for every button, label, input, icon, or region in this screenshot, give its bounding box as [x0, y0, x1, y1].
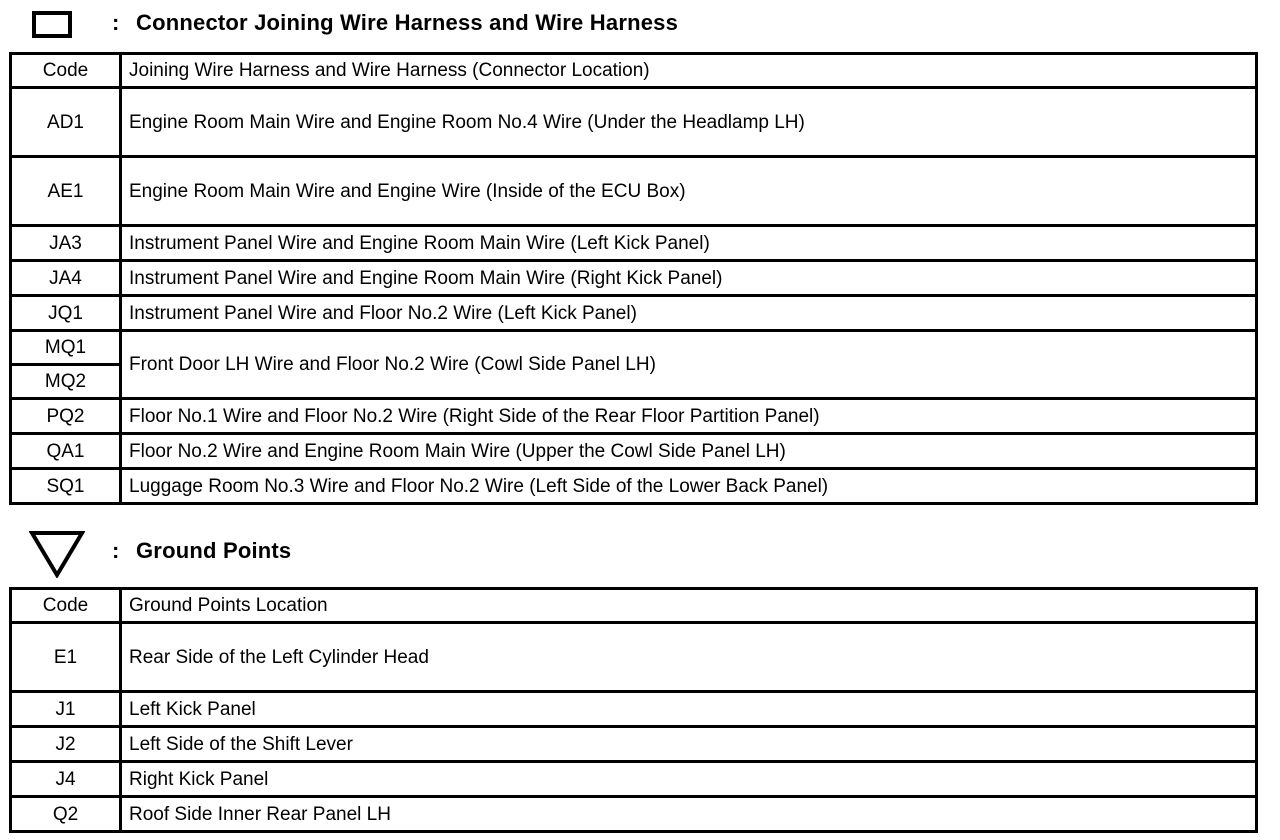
ground-heading-colon: :: [112, 538, 120, 563]
ground-code: J4: [11, 762, 121, 797]
connector-location: Instrument Panel Wire and Engine Room Main Wire (Left Kick Panel): [121, 226, 1257, 261]
connector-code: AD1: [11, 88, 121, 157]
ground-location: Right Kick Panel: [121, 762, 1257, 797]
ground-section-title: Ground Points: [136, 538, 292, 563]
table-row: [11, 797, 1257, 832]
table-row: [11, 692, 1257, 727]
connector-location: Engine Room Main Wire and Engine Wire (Inside of the ECU Box): [121, 157, 1257, 226]
connector-symbol-square-icon: [32, 11, 72, 38]
table-row: [11, 88, 1257, 157]
column-header-location: Joining Wire Harness and Wire Harness (Connector Location): [121, 54, 1257, 88]
connector-location: Instrument Panel Wire and Floor No.2 Wire (Left Kick Panel): [121, 296, 1257, 331]
column-header-code: Code: [11, 589, 121, 623]
ground-code: E1: [11, 623, 121, 692]
connector-code: SQ1: [11, 469, 121, 504]
table-row: [11, 331, 1257, 365]
column-header-location: Ground Points Location: [121, 589, 1257, 623]
table-row: [11, 261, 1257, 296]
connector-code: QA1: [11, 434, 121, 469]
connector-code: PQ2: [11, 399, 121, 434]
ground-location: Left Side of the Shift Lever: [121, 727, 1257, 762]
connector-location: Instrument Panel Wire and Engine Room Main Wire (Right Kick Panel): [121, 261, 1257, 296]
table-header-row: [11, 54, 1257, 88]
table-row: [11, 727, 1257, 762]
connector-code: MQ1: [11, 331, 121, 365]
ground-code: J2: [11, 727, 121, 762]
connector-location: Floor No.1 Wire and Floor No.2 Wire (Right Side of the Rear Floor Partition Panel): [121, 399, 1257, 434]
ground-code: Q2: [11, 797, 121, 832]
connector-code: AE1: [11, 157, 121, 226]
harness-section-title: Connector Joining Wire Harness and Wire Harness: [136, 10, 679, 35]
table-row: [11, 157, 1257, 226]
column-header-code: Code: [11, 54, 121, 88]
connector-code: MQ2: [11, 365, 121, 399]
ground-location: Left Kick Panel: [121, 692, 1257, 727]
connector-location: Floor No.2 Wire and Engine Room Main Wire (Upper the Cowl Side Panel LH): [121, 434, 1257, 469]
connector-code: JA3: [11, 226, 121, 261]
table-row: [11, 434, 1257, 469]
table-row: [11, 623, 1257, 692]
table-header-row: [11, 589, 1257, 623]
harness-connector-table: [9, 52, 1258, 505]
connector-location: Luggage Room No.3 Wire and Floor No.2 Wire (Left Side of the Lower Back Panel): [121, 469, 1257, 504]
connector-location: Engine Room Main Wire and Engine Room No.4 Wire (Under the Headlamp LH): [121, 88, 1257, 157]
table-row: [11, 296, 1257, 331]
ground-points-table: [9, 587, 1258, 833]
ground-location: Rear Side of the Left Cylinder Head: [121, 623, 1257, 692]
ground-code: J1: [11, 692, 121, 727]
table-row: [11, 399, 1257, 434]
table-row: [11, 762, 1257, 797]
connector-code: JQ1: [11, 296, 121, 331]
connector-code: JA4: [11, 261, 121, 296]
table-row: [11, 469, 1257, 504]
ground-location: Roof Side Inner Rear Panel LH: [121, 797, 1257, 832]
ground-point-triangle-icon: [29, 530, 85, 578]
connector-location: Front Door LH Wire and Floor No.2 Wire (Cowl Side Panel LH): [121, 331, 1257, 399]
table-row: [11, 226, 1257, 261]
harness-heading-colon: :: [112, 10, 120, 35]
